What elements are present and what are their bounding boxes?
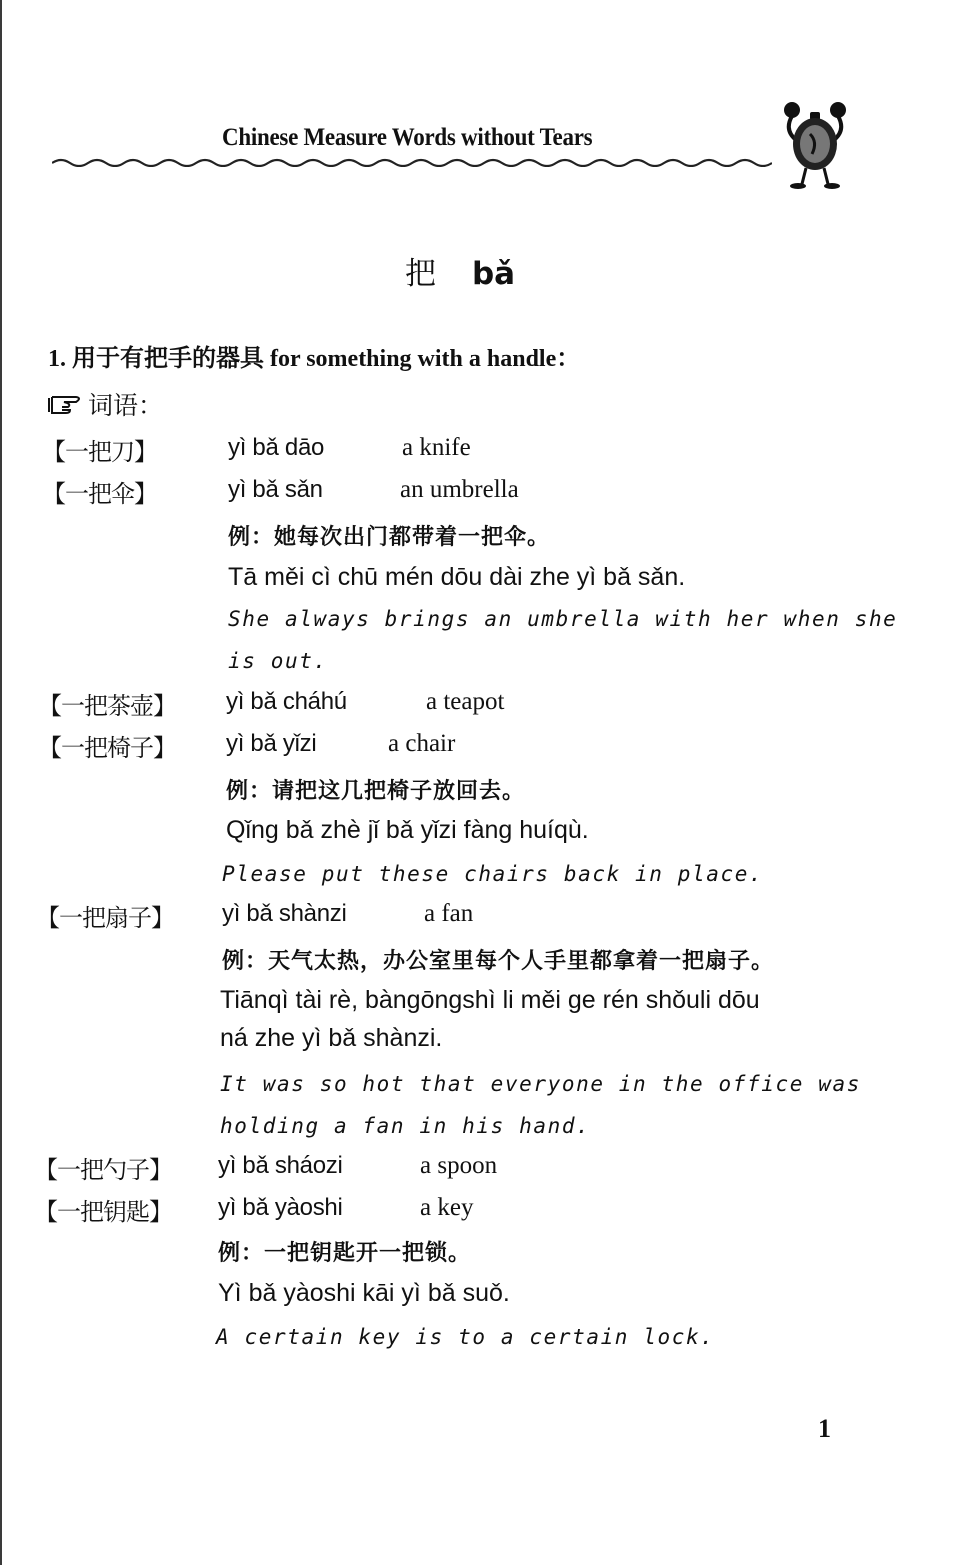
entry-term: 【一把椅子】 <box>38 734 176 762</box>
example-english: is out. <box>228 649 328 673</box>
vocab-label-text: 词语： <box>88 391 164 420</box>
title-pinyin: bǎ <box>471 256 516 292</box>
example-pinyin: Tā měi cì chū mén dōu dài zhe yì bǎ sǎn. <box>228 563 686 591</box>
example-pinyin: Yì bǎ yàoshi kāi yì bǎ suǒ. <box>218 1279 510 1307</box>
entry-gloss: a spoon <box>420 1152 498 1179</box>
entry-pinyin: yì bǎ sháozi <box>218 1152 343 1179</box>
entry-term: 【一把钥匙】 <box>34 1198 172 1226</box>
entry-gloss: a knife <box>402 434 471 461</box>
example-english: holding a fan in his hand. <box>220 1114 591 1138</box>
example-chinese: 例：请把这几把椅子放回去。 <box>226 778 526 804</box>
title-character: 把 <box>404 256 436 292</box>
example-chinese: 例：天气太热，办公室里每个人手里都拿着一把扇子。 <box>222 948 775 974</box>
example-english: A certain key is to a certain lock. <box>216 1325 715 1349</box>
entry-gloss: a teapot <box>426 688 505 715</box>
entry-pinyin: yì bǎ yǐzi <box>226 730 317 757</box>
entry-pinyin: yì bǎ cháhú <box>226 688 347 715</box>
entry-term: 【一把勺子】 <box>34 1156 172 1184</box>
clock-mascot-icon <box>770 98 860 190</box>
running-title: Chinese Measure Words without Tears <box>222 124 593 151</box>
entry-pinyin: yì bǎ shànzi <box>222 900 347 927</box>
example-chinese: 例：她每次出门都带着一把伞。 <box>228 524 551 550</box>
example-pinyin: Qǐng bǎ zhè jǐ bǎ yǐzi fàng huíqù. <box>226 816 589 844</box>
page-number: 1 <box>818 1414 831 1443</box>
example-pinyin: Tiānqì tài rè, bàngōngshì li měi ge rén shǒuli dōu <box>220 986 760 1014</box>
entry-term: 【一把刀】 <box>42 438 157 466</box>
entry-gloss: a chair <box>388 730 456 757</box>
entry-pinyin: yì bǎ sǎn <box>228 476 323 503</box>
entry-pinyin: yì bǎ dāo <box>228 434 325 461</box>
example-english: Please put these chairs back in place. <box>222 862 764 886</box>
example-pinyin: ná zhe yì bǎ shànzi. <box>220 1024 443 1052</box>
example-english: She always brings an umbrella with her when she <box>228 607 898 631</box>
pointing-hand-icon <box>46 393 86 415</box>
entry-gloss: a key <box>420 1194 474 1221</box>
wavy-rule-divider <box>52 155 772 167</box>
example-english: It was so hot that everyone in the office was <box>220 1072 861 1096</box>
entry-term: 【一把伞】 <box>42 480 157 508</box>
example-chinese: 例：一把钥匙开一把锁。 <box>218 1240 472 1266</box>
vocab-label <box>46 386 163 422</box>
page-edge <box>0 0 2 1565</box>
entry-term: 【一把茶壶】 <box>38 692 176 720</box>
page-title <box>0 248 920 293</box>
entry-pinyin: yì bǎ yàoshi <box>218 1194 343 1221</box>
entry-term: 【一把扇子】 <box>36 904 174 932</box>
entry-gloss: a fan <box>424 900 474 927</box>
section-heading: 1. 用于有把手的器具 for something with a handle： <box>48 346 581 372</box>
entry-gloss: an umbrella <box>400 476 519 503</box>
